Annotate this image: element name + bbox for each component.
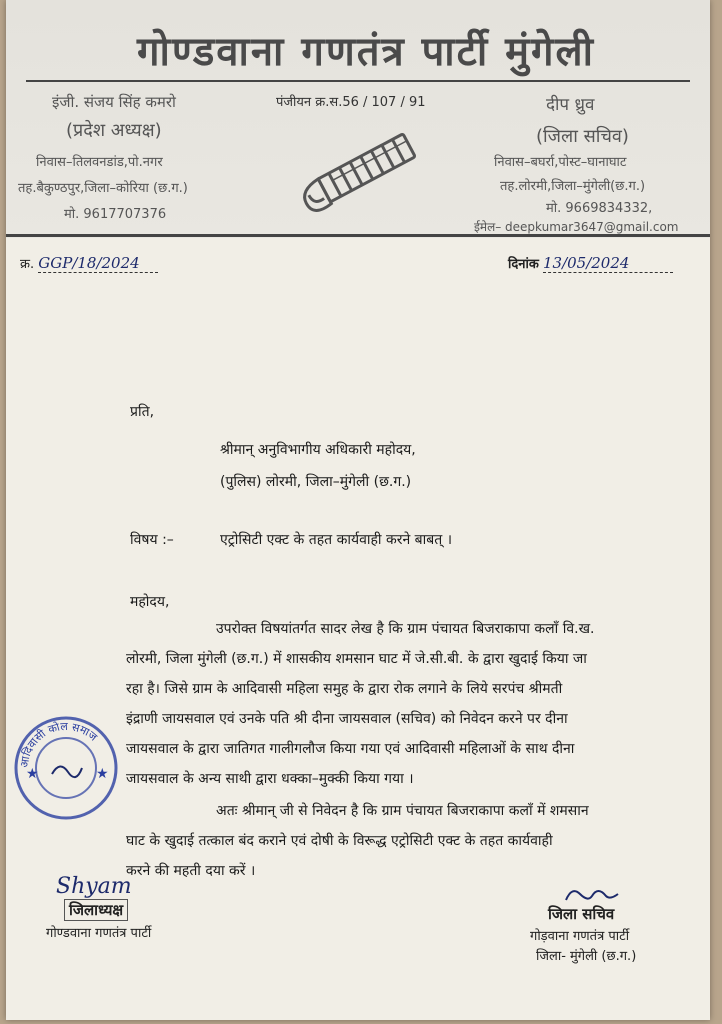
request-line: करने की महती दया करें । [126, 863, 256, 879]
right-signature-org: गोड़वाना गणतंत्र पार्टी [530, 929, 630, 944]
request-paragraph [126, 796, 686, 886]
recipient-prefix: प्रति, [130, 404, 155, 420]
date-block [508, 254, 673, 273]
date-value: 13/05/2024 [543, 254, 673, 273]
saw-logo-icon [292, 118, 422, 228]
registration-number: पंजीयन क्र.स.56 / 107 / 91 [276, 95, 426, 110]
letterhead [6, 0, 710, 238]
letterhead-rule [26, 80, 690, 82]
president-name: इंजी. संजय सिंह कमरो [52, 93, 176, 111]
body-paragraph [126, 614, 686, 794]
secretary-email: ईमेल– deepkumar3647@gmail.com [474, 220, 679, 234]
secretary-mobile: मो. 9669834332, [546, 201, 653, 216]
secretary-address-2: तह.लोरमी,जिला–मुंगेली(छ.ग.) [500, 179, 646, 194]
secretary-address-1: निवास–बघर्रा,पोस्ट–घानाघाट [494, 155, 627, 170]
body-line: इंद्राणी जायसवाल एवं उनके पति श्री दीना जायसवाल (सचिव) को निवेदन करने पर दीना [126, 711, 568, 727]
reference-label: क्र. [20, 257, 35, 272]
president-designation: (प्रदेश अध्यक्ष) [66, 120, 162, 141]
recipient-line-1: श्रीमान् अनुविभागीय अधिकारी महोदय, [220, 442, 416, 458]
body-line: उपरोक्त विषयांतर्गत सादर लेख है कि ग्राम पंचायत बिजराकापा कलॉं वि.ख. [216, 621, 595, 637]
letter-page [6, 0, 710, 1020]
right-signature-district: जिला- मुंगेली (छ.ग.) [536, 949, 637, 964]
left-signature-title: जिलाध्यक्ष [64, 899, 128, 921]
request-line: अतः श्रीमान् जी से निवेदन है कि ग्राम पंचायत बिजराकापा कलॉं में शमसान [216, 803, 589, 819]
right-signature-mark-icon [562, 884, 622, 906]
secretary-designation: (जिला सचिव) [536, 126, 629, 147]
seal-text: आदिवासी कोल समाज [17, 719, 100, 769]
body-line: जायसवाल के अन्य साथी द्वारा धक्का–मुक्की किया गया । [126, 771, 414, 787]
reference-number: GGP/18/2024 [38, 254, 158, 273]
left-signature-block [46, 874, 151, 941]
svg-text:★: ★ [26, 766, 39, 782]
date-label: दिनांक [508, 257, 539, 272]
secretary-name: दीप ध्रुव [546, 95, 595, 115]
right-signature-title: जिला सचिव [548, 905, 615, 923]
request-line: घाट के खुदाई तत्काल बंद कराने एवं दोषी के विरूद्ध एट्रोसिटी एक्ट के तहत कार्यवाही [126, 833, 553, 849]
president-address-1: निवास–तिलवनडांड,पो.नगर [36, 155, 163, 170]
president-address-2: तह.बैकुण्ठपुर,जिला–कोरिया (छ.ग.) [18, 181, 188, 196]
recipient-line-2: (पुलिस) लोरमी, जिला–मुंगेली (छ.ग.) [220, 474, 412, 490]
reference-block [20, 254, 158, 273]
round-seal-stamp-icon [10, 712, 122, 824]
body-line: रहा है। जिसे ग्राम के आदिवासी महिला समुह के द्वारा रोक लगाने के लिये सरपंच श्रीमती [126, 681, 563, 697]
right-signature-block [524, 882, 684, 972]
body-line: लोरमी, जिला मुंगेली (छ.ग.) में शासकीय शमसान घाट में जे.सी.बी. के द्वारा खुदाई किया जा [126, 651, 587, 667]
letterhead-bottom-rule [6, 234, 710, 237]
left-signature: Shyam [56, 874, 132, 899]
president-mobile: मो. 9617707376 [64, 207, 167, 222]
body-line: जायसवाल के द्वारा जातिगत गालीगलौज किया गया एवं आदिवासी महिलाओं के साथ दीना [126, 741, 575, 757]
left-signature-org: गोण्डवाना गणतंत्र पार्टी [46, 926, 152, 941]
subject-text: एट्रोसिटी एक्ट के तहत कार्यवाही करने बाबत् । [220, 532, 453, 548]
party-name: गोण्डवाना गणतंत्र पार्टी मुंगेली [136, 29, 596, 75]
salutation: महोदय, [130, 594, 170, 610]
subject-label: विषय :– [130, 532, 174, 548]
svg-text:★: ★ [96, 766, 109, 782]
